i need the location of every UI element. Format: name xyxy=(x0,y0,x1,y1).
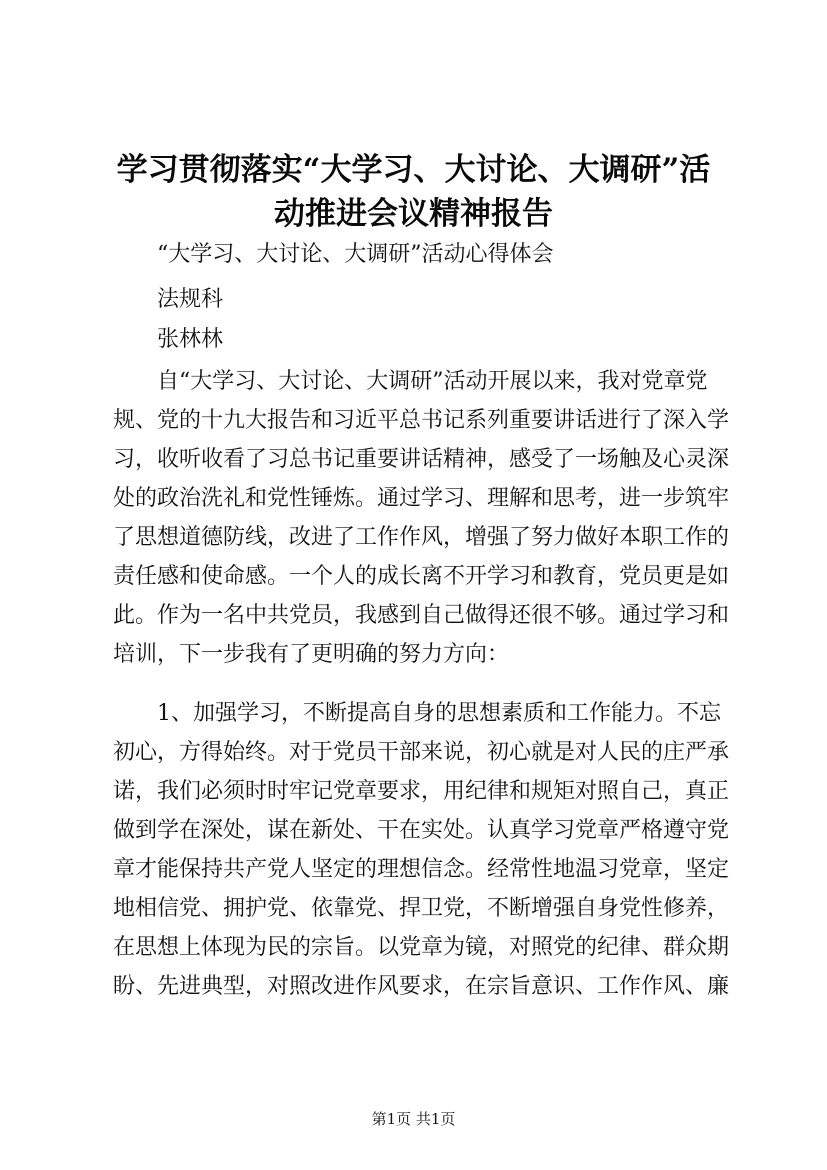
paragraph-line: 培训，下一步我有了更明确的努力方向： xyxy=(113,642,510,667)
paragraph-line: 在思想上体现为民的宗旨。以党章为镜，对照党的纪律、群众期 xyxy=(113,935,730,960)
paragraph-line: 了思想道德防线，改进了工作作风，增强了努力做好本职工作的 xyxy=(113,525,730,550)
paragraph-line: 初心，方得始终。对于党员干部来说，初心就是对人民的庄严承 xyxy=(113,740,730,765)
paragraph-line: 自“大学习、大讨论、大调研”活动开展以来，我对党章党 xyxy=(157,369,708,394)
page-number-footer: 第1页 共1页 xyxy=(371,1110,456,1128)
paragraph-line: 习，收听收看了习总书记重要讲话精神，感受了一场触及心灵深 xyxy=(113,447,730,472)
department: 法规科 xyxy=(157,287,224,312)
paragraph-line: 盼、先进典型，对照改进作风要求，在宗旨意识、工作作风、廉 xyxy=(113,974,730,999)
title-line-2: 动推进会议精神报告 xyxy=(274,196,553,232)
author: 张林林 xyxy=(157,327,224,352)
paragraph-line: 处的政治洗礼和党性锤炼。通过学习、理解和思考，进一步筑牢 xyxy=(113,486,730,511)
paragraph-line: 规、党的十九大报告和习近平总书记系列重要讲话进行了深入学 xyxy=(113,408,730,433)
document-title xyxy=(100,148,727,236)
paragraph-line: 做到学在深处，谋在新处、干在实处。认真学习党章严格遵守党 xyxy=(113,818,730,843)
paragraph-line: 地相信党、拥护党、依靠党、捍卫党，不断增强自身党性修养， xyxy=(113,896,730,921)
paragraph-line: 章才能保持共产党人坚定的理想信念。经常性地温习党章，坚定 xyxy=(113,857,730,882)
paragraph-line: 1、加强学习，不断提高自身的思想素质和工作能力。不忘 xyxy=(157,701,721,726)
subtitle: “大学习、大讨论、大调研”活动心得体会 xyxy=(157,242,554,267)
paragraph-line: 责任感和使命感。一个人的成长离不开学习和教育，党员更是如 xyxy=(113,564,730,589)
paragraph-line: 此。作为一名中共党员，我感到自己做得还很不够。通过学习和 xyxy=(113,603,730,628)
title-line-1: 学习贯彻落实“大学习、大讨论、大调研”活 xyxy=(116,152,711,188)
paragraph-line: 诺，我们必须时时牢记党章要求，用纪律和规矩对照自己，真正 xyxy=(113,779,730,804)
